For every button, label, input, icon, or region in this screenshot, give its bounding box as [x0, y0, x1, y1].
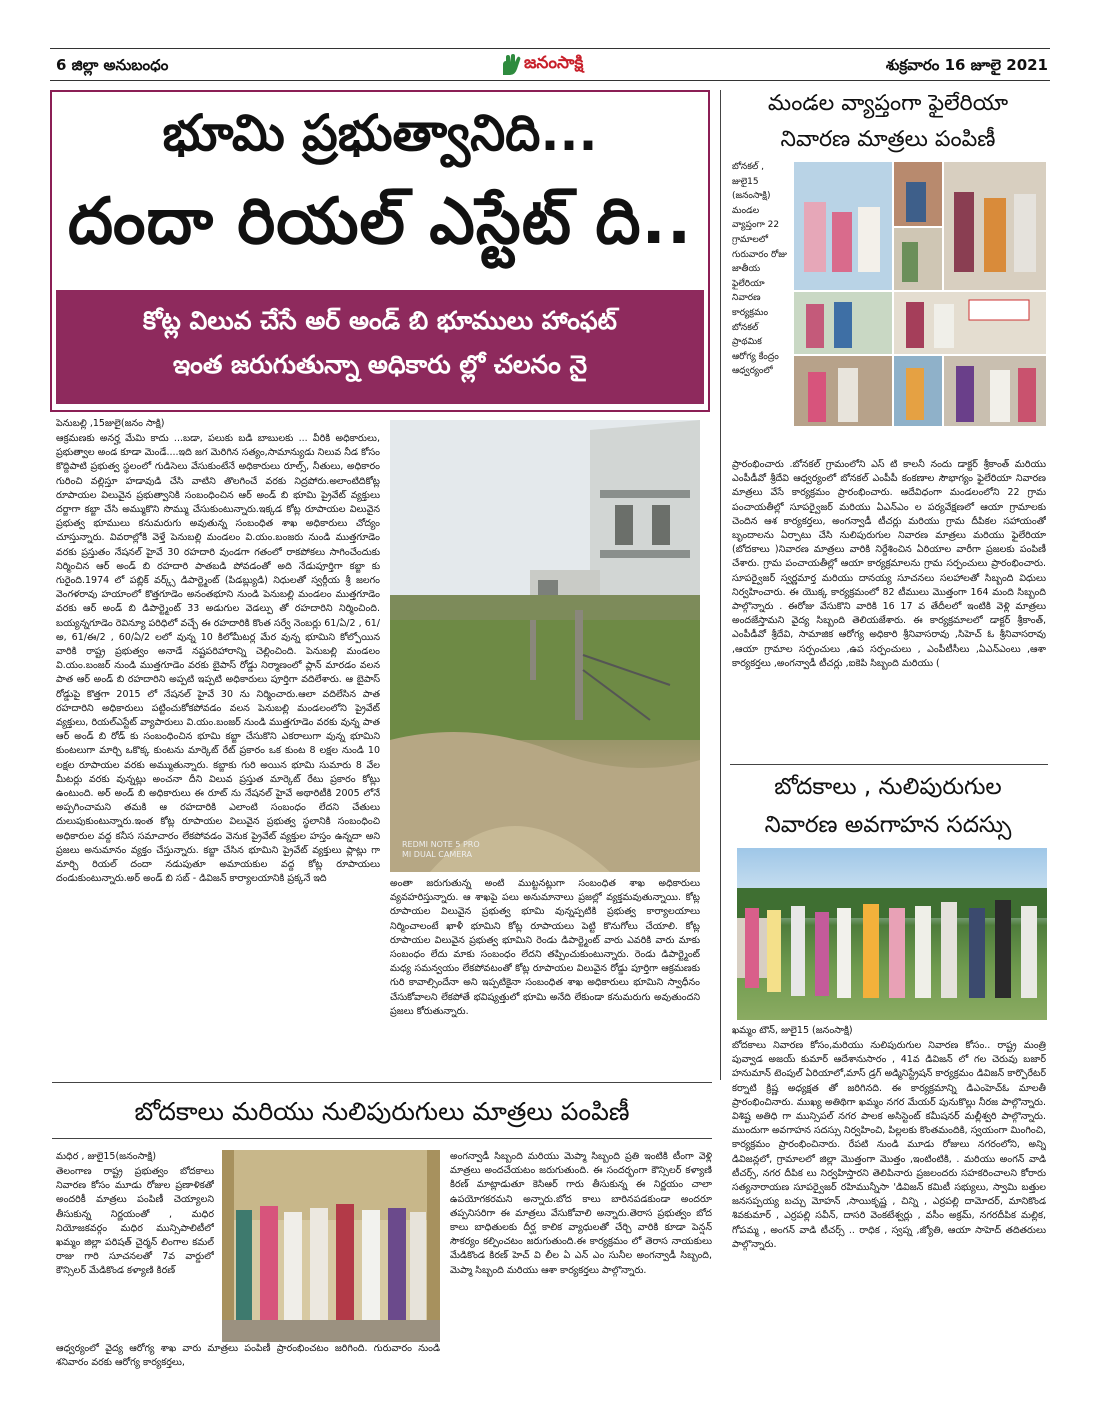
page-label: 6 జిల్లా అనుబంధం	[56, 56, 169, 74]
filaria-photo-collage	[794, 162, 1046, 426]
lead-banner	[56, 290, 704, 404]
section-divider-madhira	[52, 1082, 712, 1083]
madhira-body-right: అంగన్వాడీ సిబ్బంది మరియు మెప్మా సిబ్బంది ప్రతి ఇంటికి టీంగా వెళ్లి మాత్రలు అందచేయటం జరుగుతుంది. ఈ సందర్భంగా కౌన్సిలర్ కళ్యాణి కిరణ్ మాట్లాడుతూ కెసిఆర్ గారు తీసుకున్న ఈ నిర్ణయం చాలా ఉపయోగకరమని అన్నారు.బోద కాలు బారినపడకుండా అందరూ తప్పనిసరిగా ఈ మాత్రలు వేసుకోవాలి అన్నారు.తెరాస ప్రభుత్వం బోద కాలు బాధితులకు దీర్ఘ కాలిక వ్యాధులతో చేర్చి వారికి కూడా పెన్షన్ సౌకర్యం కల్పించటం జరుగుతుంది.ఈ కార్యక్రమం లో తెరాస నాయకులు మేడికొండ కిరణ్ హెచ్ వి లీల ఏ ఎన్ ఎం సునీల అంగన్వాడీ సిబ్బంది, మెప్మా సిబ్బంది మరియు ఆశా కార్యకర్తలు పాల్గొన్నారు.	[450, 1151, 712, 1276]
section-divider-awareness	[730, 764, 1048, 765]
paper-name: జనంసాక్షి	[524, 53, 584, 73]
awareness-dateline: ఖమ్మం టౌన్, జులై15 (జనంసాక్షి)	[732, 1025, 853, 1036]
lead-headline-line-2: దందా రియల్ ఎస్టేట్ ది..	[67, 185, 693, 259]
lead-headline-line-1: భూమి ప్రభుత్వానిది...	[162, 104, 598, 162]
filaria-title-2: నివారణ మాత్రలు పంపిణీ	[780, 127, 996, 152]
awareness-body: బోదకాలు నివారణ కోసం,మరియు నులిపురుగుల నివారణ కోసం.. రాష్ట్ర మంత్రి పువ్వాడ అజయ్ కుమార్ ఆదేశానుసారం , 41వ డివిజన్ లో గల చెరువు బజార్ హనుమాన్ టెంపుల్ ఏరియాలో,మాస్ డ్రగ్ అడ్మినిస్ట్రేషన్ కార్యక్రమం డివిజన్ కార్పొరేటర్ కర్నాటి క్రిష్ణ అధ్యక్షత తో జరిగినది. ఈ కార్యక్రమాన్ని డిఎంహెచ్ఓ మాలతీ ప్రారంభించినారు. ముఖ్య అతిథిగా ఖమ్మం నగర మేయర్ పునుకొల్లు నీరజ పాల్గొన్నారు. విశిష్ట అతిధి గా మున్సిపల్ నగర పాలక అసిస్టెంట్ కమీషనర్ మల్లీశ్వరి పాల్గొన్నారు. ముందుగా అవగాహన సదస్సు నిర్వహించి, పిల్లలకు కొంతమందికి, స్వయంగా మింగించి, కార్యక్రమం ప్రారంభించినారు. రేపటి నుండి మూడు రోజులు నగరంలోని, అన్ని డివిజన్లలో, గ్రామాలలో జిల్లా మొత్తంగా మొత్తం ,ఇంటింటికి, . మరియు అంగన్ వాడి టీచర్స్, నగర దీపిక లు నిర్వహిస్తారని తెలిపినారు ప్రజలందరు సహకరించాలని కోరారు సత్యనారాయణ సూపర్వైజర్ రహిమున్నీసా 'డివిజన్ కమిటీ సభ్యులు, స్వామి బత్తుల జనసప్పయ్య బచ్చు మోహన్ ,సాయికృష్ణ , చిన్ని , ఎర్రపల్లి దామోదర్, మానికొండ శివకుమార్ , ఎర్రపల్లి సవీన్, దాసరి వెంకటేశ్వర్లు , వసీం అక్రమ్, నగరదీపిక మల్లిక, గోపమ్మ , అంగన్ వాడి టీచర్స్ .. రాధిక , స్వప్న ,జ్యోతి, ఆయా సాహెద్ తదితరులు పాల్గొన్నారు.	[732, 1040, 1046, 1250]
madhira-dateline: మధిర , జులై15(జనంసాక్షి)	[56, 1151, 157, 1162]
lead-photo-land	[390, 420, 700, 872]
madhira-body-bottom: ఆధ్వర్యంలో వైద్య ఆరోగ్య శాఖ వారు మాత్రలు పంపిణీ ప్రారంభించటం జరిగింది. గురువారం నుండి శనివారం వరకు ఆరోగ్య కార్యకర్తలు,	[56, 1343, 440, 1369]
lead-body-left: ఆక్రమణకు అనర్హ మేమి కాదు ...బడా, పలుకు బడి బాబులకు ... వీరికి అధికారులు, ప్రభుత్వాల అండ కూడా మెండే....ఇది జగ మెరిగిన సత్యం,సామాన్యుడు నిలువ నీడ కోసం కొద్దిపాటి ప్రభుత్వ స్థలంలో గుడిసెలు వేసుకుంటేనే అధికారులు రూల్స్, నీతులు, అధికారం గురించి వల్లిస్తూ హడావుడి చేసి వాటిని తొలగించే వరకు నిద్రపోరు.అలాంటిదికోట్ల రూపాయల విలువైన ప్రభుత్వానికి సంబంధించిన ఆర్ అండ్ బి భూమి ప్రైవేట్ వ్యక్తులు దర్జాగా కబ్జా చేసి అమ్ముకొని సొమ్ము చేసుకుంటున్నారు.ఇక్కడ కోట్ల రూపాయల విలువైన ప్రభుత్వ భూములు కనుమరుగు అవుతున్న సంబంధిత శాఖ అధికారులు చోద్యం చూస్తున్నారు. వివరాల్లోకి వెళ్తే పెనుబల్లి మండలం వి.యం.బంజరు నుండి ముత్తగూడెం వరకు ప్రస్తుతం నేషనల్ హైవే 30 రహదారి వుండగా గతంలో రాకపోకలు సాగించేందుకు నిర్మించిన ఆర్ అండ్ బి రహదారి పాతబడి పోవడంతో అది నేడుపూర్తిగా కబ్జా కు గురైంది.1974 లో పబ్లిక్ వర్క్స్ డిపార్ట్మెంట్ (పిడబ్ల్యుడి) నిధులతో స్వర్గీయ శ్రీ జలగం వెంగళరావు హయాంలో కొత్తగూడెం అనంతభూని నుండి పెనుబల్లి మండలం ముత్తగూడెం వరకు ఆర్ అండ్ బి డిపార్ట్మెంట్ 33 అడుగుల వెడల్పు తో రహదారిని నిర్మించింది. బయ్యన్నగూడెం రెవిన్యూ పరిధిలో వచ్చే ఈ రహదారికి కొంత సర్వే నెంబర్లు 61/ఏ/2 , 61/అ, 61/ఈ/2 , 60/ఏ/2 లలో వున్న 10 కిలోమీటర్ల మేర వున్న భూమిని కోల్పోయిన వారికి రాష్ట్ర ప్రభుత్వం అనాడే నష్టపరిహారాన్ని చెల్లించింది. పెనుబల్లి మండలం వి.యం.బంజర్ నుండి ముత్తగూడెం వరకు బైపాస్ రోడ్డు నిర్మాణంలో ప్లాన్ మారడం వలన పాత ఆర్ అండ్ బి రహదారిని అప్పటి ఇప్పటి అధికారులు పూర్తిగా వదిలేశారు. ఆ బైపాస్ రోడ్డుపై కొత్తగా 2015 లో నేషనల్ హైవే 30 ను నిర్మించారు.ఆలా వదిలేసిన పాత రహదారిని అధికారులు పట్టించుకోకపోవడం వలన పెనుబల్లి మండలంలోని ప్రైవేట్ వ్యక్తులు, రియల్ఎస్టేట్ వ్యాపారులు వి.యం.బంజర్ నుండి ముత్తగూడెం వరకు వున్న పాత ఆర్ అండ్ బి రోడ్ కు సంబంధించిన భూమి కబ్జా చేసుకొని ఎకరాలుగా వున్న భూమిని కుంటలుగా మార్చి ఒకొక్క కుంటను మార్కెట్ రేట్ ప్రకారం ఒక కుంట 8 లక్షల నుండి 10 లక్షల రూపాయల వరకు అమ్ముతున్నారు. కబ్జాకు గురి అయిన భూమి సుమారు 8 వేల మీటర్లు వరకు వున్నట్లు అంచనా దీని విలువ ప్రస్తుత మార్కెట్ రేటు ప్రకారం కోట్లు ఉంటుంది. అర్ అండ్ బి అధికారులు ఈ రూట్ ను నేషనల్ హైవే అథారిటీకి 2005 లోనే అప్పగించామని తమకి ఆ రహదారికి ఎలాంటి సంబంధం లేదని చేతులు దులుపుకుంటున్నారు.ఇంత కోట్ల రూపాయల విలువైన ప్రభుత్వ స్థలానికి సంబంధించి అధికారుల వద్ద కనీస సమాచారం లేకపోవడం వెనుక ప్రైవేట్ వ్యక్తుల హస్తం ఉన్నదా అని ప్రజలు అనుమానం వ్యక్తం చేస్తున్నారు. కబ్జా చేసిన భూమిని ప్రైవేట్ వ్యక్తులు ప్లాట్లు గా మార్చి రియల్ దందా నడుపుతూ అమాయకుల వద్ద కోట్ల రూపాయలు దండుకుంటున్నారు.అర్ అండ్ బి సబ్ - డివిజన్ కార్యాలయానికి ప్రక్కనే ఇది	[56, 433, 380, 885]
madhira-title: బోదకాలు మరియు నులిపురుగులు మాత్రలు పంపిణీ	[134, 1097, 630, 1126]
madhira-photo	[222, 1150, 440, 1342]
awareness-title-2: నివారణ అవగాహన సదస్సు	[764, 812, 1012, 838]
lead-banner-line-1: కోట్ల విలువ చేసే అర్ అండ్ బి భూములు హాంఫట్	[143, 306, 617, 335]
lead-body-right: అంతా జరుగుతున్న అంటి ముట్టనట్లుగా సంబంధిత శాఖ అధికారులు వ్యవహరిస్తున్నారు. ఆ శాఖపై పలు అనుమానాలు ప్రజల్లో వ్యక్తమవుతున్నాయి. కోట్ల రూపాయల విలువైన ప్రభుత్వ భూమి వున్నప్పటికి ప్రభుత్వ కార్యాలయాలు నిర్మించాలంటే ఖాళీ భూమిని కోట్ల రూపాయలు పెట్టి కొనుగోలు చేయాలి. కోట్ల రూపాయల విలువైన ప్రభుత్వ భూమిని రెండు డిపార్ట్మెంట్ వారు ఎవరికి వారు మాకు సంబంధం లేదు మాకు సంబంధం లేదని తప్పించుకుంటున్నారు. రెండు డిపార్ట్మెంట్ మధ్య సమన్వయం లేకపోవటంతో కోట్ల రూపాయల విలువైన రోడ్డు పూర్తిగా ఆక్రమణకు గురి కావాల్సిందేనా అని ఇప్పటికైనా సంబంధిత శాఖ అధికారులు భూమిని స్వాధీనం చేసుకోవాలని లేకపోతే భవిష్యత్తులో భూమి అనేది లేకుండా కనుమరుగు అవుతుందని ప్రజలు కోరుతున్నారు.	[390, 878, 700, 1017]
hand-logo-icon	[500, 53, 522, 77]
lead-banner-line-2: ఇంత జరుగుతున్నా అధికారు ల్లో చలనం నై	[172, 350, 588, 379]
photo-watermark: REDMI NOTE 5 PRO MI DUAL CAMERA	[402, 840, 480, 859]
awareness-photo-group	[737, 848, 1047, 1020]
page-date: శుక్రవారం 16 జూలై 2021	[885, 56, 1048, 74]
filaria-narrow-text: బోనకల్ , జులై15 (జనంసాక్షి) మండల వ్యాప్తంగా 22 గ్రామాలలో గురువారం రోజు జాతీయ ఫైలేరియా నివారణ కార్యక్రమం బోనకల్ ప్రాథమిక ఆరోగ్య కేంద్రం ఆధ్వర్యంలో	[732, 162, 787, 377]
column-divider	[720, 90, 721, 1080]
madhira-title-rule	[52, 1138, 712, 1139]
masthead-bottom-rule	[50, 80, 1050, 81]
lead-dateline: పెనుబల్లి ,15జులై(జనం సాక్షి)	[56, 418, 165, 429]
madhira-body-side: తెలంగాణ రాష్ట్ర ప్రభుత్వం బోదకాలు నివారణ కోసం మూడు రోజుల ప్రణాళికతో అందరికీ మాత్రలు పంపిణీ చెయ్యాలని తీసుకున్న నిర్ణయంతో , మధిర నియోజకవర్గం మధిర మున్సిపాలిటీలో ఖమ్మం జిల్లా పరిషత్ చైర్మన్ లింగాల కమల్ రాజు గారి సూచనలతో 7వ వార్డులో కౌన్సిలర్ మేడికొండ కళ్యాణి కిరణ్	[56, 1166, 214, 1277]
filaria-body: ప్రారంభించారు .బోనకల్ గ్రామంలోని ఎస్ టి కాలనీ నందు డాక్టర్ శ్రీకాంత్ మరియు ఎంపీడీవో శ్రీదేవి ఆధ్వర్యంలో బోనకల్ ఎంపీపీ కంకణాల సౌభాగ్యం ఫైలేరియా నివారణ మాత్రలు వేసే కార్యక్రమం ప్రారంభించారు. ఆదేవిధంగా మండలంలోని 22 గ్రామ పంచాయతీల్లో సూపర్వైజర్ మరియు ఏఎన్ఎం ల పర్యవేక్షణలో ఆయా గ్రామాలకు చెందిన ఆశ కార్యకర్తలు, అంగన్వాడీ టీచర్లు మరియు గ్రామ దీపికల సహాయంతో బృందాలను ఏర్పాటు చేసి నులిపురుగుల నివారణ మాత్రలు మరియు ఫైలేరియా (బోదకాలు )నివారణ మాత్రలు వారికి నిర్దేశించిన ఏరియాల వారీగా ప్రజలకు పంపిణీ చేశారు. గ్రామ పంచాయతీల్లో ఆయా కార్యక్రమాలను గ్రామ సర్పంచులు ప్రారంభించారు. సూపర్వైజర్ స్వర్ణమార్త మరియు దానయ్య సూచనలు సలహాలతో సిబ్బంది విధులు నిర్వహించారు. ఈ యొక్క కార్యక్రమంలో 82 టీములు మొత్తంగా 164 మంది సిబ్బంది పాల్గొన్నారు . ఈరోజు వేసుకొని వారికి 16 17 వ తేదీలలో ఇంటికి వెళ్లి మాత్రలు అందజేస్తామని వైద్య సిబ్బంది తెలియజేశారు. ఈ కార్యక్రమాలలో డాక్టర్ శ్రీకాంత్, ఎంపీడీవో శ్రీదేవి, సామాజిక ఆరోగ్య అధికారి శ్రీనివాసరావు ,సిహెచ్ ఓ శ్రీనివాసరావు ,ఆయా గ్రామాల సర్పంచులు ,ఉప సర్పంచులు , ఎంపీటీసీలు ,ఏఎన్ఎంలు ,ఆశా కార్యకర్తలు ,అంగన్వాడీ టీచర్లు ,ఐకెపి సిబ్బంది మరియు (	[732, 459, 1046, 669]
masthead-top-rule	[50, 48, 1050, 49]
awareness-title-1: బోదకాలు , నులిపురుగుల	[774, 774, 1002, 800]
paper-logo	[500, 50, 610, 80]
filaria-title-1: మండల వ్యాప్తంగా ఫైలేరియా	[767, 91, 1009, 116]
